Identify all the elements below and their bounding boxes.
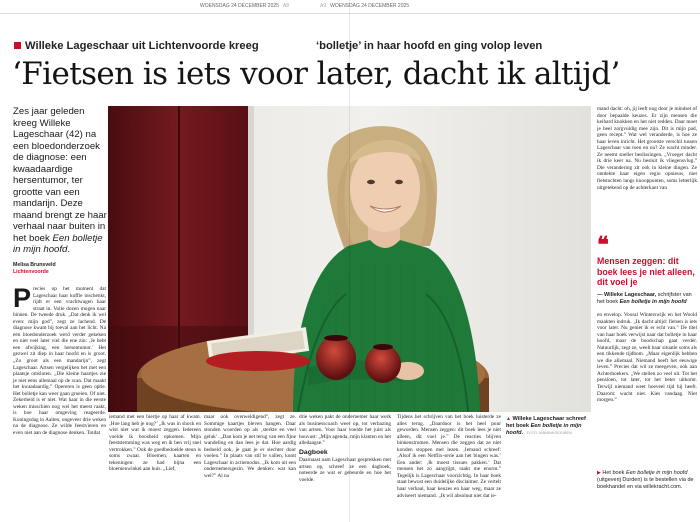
article-intro: Zes jaar geleden kreeg Willeke Lageschaar (42) na een bloedonderzoek de diagnose: een kwaadaardige hersentumor, ter grootte van een mandarijn. Deze maand brengt ze haar verhaal naar buiten in het boek Een bolletje in mijn hoofd. [13,106,107,255]
page-date-right: A9 WOENSDAG 24 DECEMBER 2025 [320,3,410,9]
body-column-5-bottom: en envelop. Vooral Winterswijk en het Woold maakten indruk. „Ik dacht altijd: fietsen is iets voor later. Nu geniet ik er echt van.” De titel van haar boek verwijst naar dat bolletje in haar hoofd, maar de boodschap gaat verder. Natuurlijk, zegt ze, weelt haar situatie soms als een tikkende tijdbom. „Maar eigenlijk hebben we die allemaal. Niemand heeft het eeuwige leven.” Precies dat wil ze meegeven, ook aan Achterhoekers. „We stellen zo veel uit. Tot het pensioen, tot later, tot het beter uitkomt. Terwijl niemand weet hoeveel tijd hij heeft. Daarom: wacht niet. Kies vandaag. Niet morgen.” [597,312,697,404]
body-column-6: Tijdens het schrijven van het boek luisterde ze alles terug. „Daardoor is het heel puur geworden. Mensen zeggen: dit boek lees je niet alleen, dit voel je.” De reacties blijven binnenstromen. Mensen die zeggen dat ze niet konden stoppen met lezen. ‚Iemand schreef: ‚Alsof ik een Netflix-serie aan het bingen was.’ Een ander: ‚Ik moest tissues pakken.’ Dat mensen het zo aangrijpt, raakt me enorm.” Tegelijk is Lageschaar voorzichtig. In haar boek staat bewust een duidelijke disclaimer. Ze vertelt haar verhaal, haar keuzes en haar weg, maar ze adviseert niemand. „Ik wil absoluut niet dat ie- [397,414,501,499]
pull-quote [597,232,697,306]
kicker-part1: Willeke Lageschaar uit Lichtenvoorde kreeg [25,40,259,52]
triangle-icon: ▲ [506,416,511,422]
author-name: Melisa Brunsveld [13,262,56,268]
book-info-caption: ▶ Het boek Een bolletje in mijn hoofd (uitgeverij Durden) is te bestellen via de boekhandel en via willekracht.com. [597,470,694,490]
pull-quote-attribution: — Willeke Lageschaar, schrijfster van het boek Een bolletje in mijn hoofd [597,291,692,305]
dateline-place: Lichtenvoorde [13,269,49,275]
header-divider [0,13,700,14]
photo-credit: FOTO JANNINK/DOUBEN [526,431,572,435]
pull-quote-text: Mensen zeggen: dit boek lees je niet alleen, dit voel je [597,256,695,288]
body-column-4: drie weken pakt de ondernemer haar werk als businesscoach weer op, tot verbazing van artsen. Voor haar voelde het juist als houvast: „Mijn agenda, mijn klanten en het alledaagse.” Dagboek Daarnaast nam Lageschaar gesprekken met artsen op, schreef ze een dagboek, noteerde ze wat er gebeurde en hoe het voelde. [299,414,391,483]
page-spine [349,0,350,522]
photo-caption: ▲ Willeke Lageschaar schreef het boek Een bolletje in mijn hoofd. FOTO JANNINK/DOUBEN [506,416,586,436]
body-column-2: iemand met een biertje op haar af kwam. ‚Hoe lang heb je nog?’ „Ik was in shock en wist niet wat ik moest zeggen. Iedereen voelde ik boosheid opkomen. Mijn feeststemming was weg en ik ben vrij snel vertrokken.” Ook de goedbedoelde steun is soms zwaar. Bloemen, kaarten en tekeningen: ze had bijna een bloemenwinkel aan huis. „Lief, [109,414,201,473]
drop-cap: P [13,286,32,313]
body-column-3: maar ook overweldigend”, zegt ze. Sommige kaartjes bleven hangen. Daar stonden woorden op als ‚sterkte en veel geluk’. „Dan kom je net terug van een fijne wandeling en dan lees je dat. Hoe aardig bedoeld ook, je gaat je er slechter door voelen.” In plaats van stil te vallen, komt Lageschaar in actiemodus. „Ik kom uit een ondernemersgezin. We denken: wat kan wel?” Al na [204,414,296,479]
subheading-dagboek: Dagboek [299,448,328,456]
arrow-right-icon: ▶ [597,470,601,476]
byline [13,262,105,276]
page-date-left: WOENSDAG 24 DECEMBER 2025 A8 [200,3,290,9]
article-kicker [14,40,694,52]
body-column-1: Precies op het moment dat Lageschaar haar koffie inschenkt, rijdt er een vrachtwagen haar straat in. Volle dozen mogen naar binnen. De tweede druk. „Dat denk ik wel even: mijn god”, zegt ze lachend. De diagnose kwam bij toeval aan het licht. Na een bloedonderzoek werd verder gekeken en niet veel later viel die ene zin: ‚Je hebt een afwijking, een hersentumor.’ Het gezwel zit diep in haar hoofd en is groot. „Zo groot als een mandarijn”, zegt Lageschaar. Artsen vergelijken het met een plaatsje omsloten. „Die kleine haartjes zie je niet eens allemaal op de scan. Dat maakt het kwaadaardig.” Opereren is geen optie. Het bolletje kan weer gaan groeien. Of niet. Zekerheid is er niet. Wat haar in die eerste weken misschien nog wel het meest raakt, is hoe haar omgeving reageerde. Koningsdag in Aalten, ongeveer drie weken na de diagnose. Ze wilde feestvieren en even niet aan de diagnose denken. Totdat [13,286,106,437]
intro-book-title: Een bolletje in mijn hoofd [13,232,103,255]
kicker-part2: ‘bolletje’ in haar hoofd en ging volop leven [316,40,543,52]
quote-mark-icon: ❝ [597,232,609,258]
body-column-5-top: mand dacht: oh, jij leeft nog door je mindset of door bepaalde keuzes. Er zijn mensen die keihard knokken en het niet redden. Daar moet je heel zorgvuldig mee zijn. Dit is mijn pad, geen recept.” Wat wel veranderde, is hoe ze haar leven inricht. Het grootste verschil tussen Lageschaar van toen en nu? Ze wacht minder. Ze neemt sneller beslissingen. „Vroeger dacht ik drie keer na. Nu besluit ik vliegensvlug.” Die verandering zit ook in kleine dingen. Ze ontdekte haar eigen regio opnieuw, met fietstochten langs knooppunten, soms letterlijk uitgetekend op de achterkant van [597,106,697,191]
article-headline: ‘Fietsen is iets voor later, dacht ik altijd’ [12,56,620,92]
red-square-icon [14,42,21,49]
